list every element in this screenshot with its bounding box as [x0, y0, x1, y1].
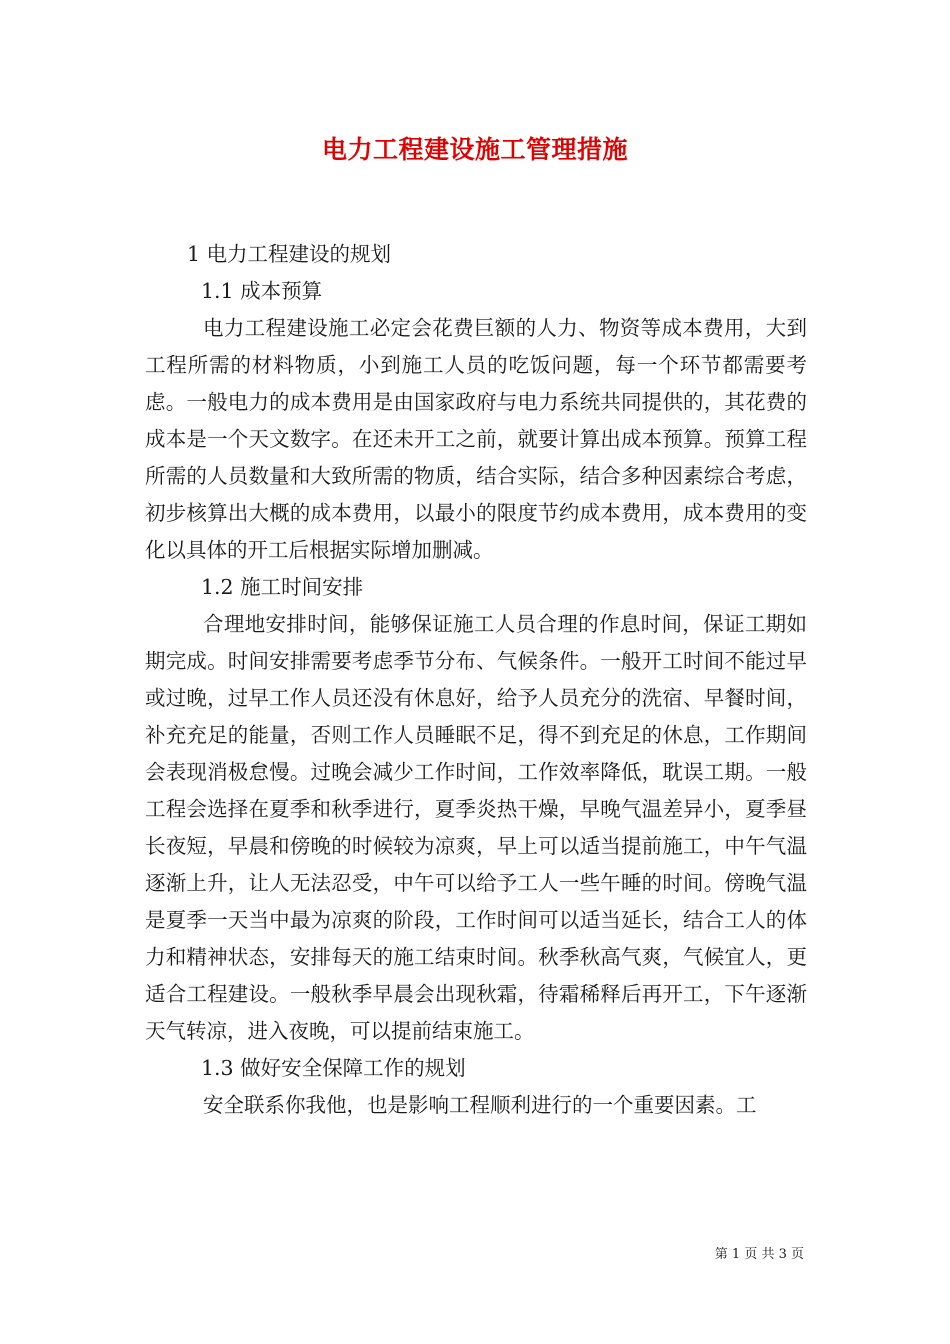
subsection-heading-1-2: 1.2 施工时间安排 — [201, 575, 364, 599]
page-number-footer: 第 1 页 共 3 页 — [714, 1247, 804, 1262]
paragraph-safety: 安全联系你我他，也是影响工程顺利进行的一个重要因素。工 — [203, 1093, 757, 1117]
paragraph-cost-budget: 电力工程建设施工必定会花费巨额的人力、物资等成本费用，大到工程所需的材料物质，小到施工人员的吃饭问题，每一个环节都需要考虑。一般电力的成本费用是由国家政府与电力系统共同提供的，其花费的成本是一个天文数字。在还未开工之前，就要计算出成本预算。预算工程所需的人员数量和大致所需的物质，结合实际，结合多种因素综合考虑，初步核算出大概的成本费用，以最小的限度节约成本费用，成本费用的变化以具体的开工后根据实际增加删减。 — [145, 316, 807, 562]
paragraph-schedule: 合理地安排时间，能够保证施工人员合理的作息时间，保证工期如期完成。时间安排需要考虑季节分布、气候条件。一般开工时间不能过早或过晚，过早工作人员还没有休息好，给予人员充分的洗宿、早餐时间，补充充足的能量，否则工作人员睡眠不足，得不到充足的休息，工作期间会表现消极怠慢。过晚会减少工作时间，工作效率降低，耽误工期。一般工程会选择在夏季和秋季进行，夏季炎热干燥，早晚气温差异小，夏季昼长夜短，早晨和傍晚的时候较为凉爽，早上可以适当提前施工，中午气温逐渐上升，让人无法忍受，中午可以给予工人一些午睡的时间。傍晚气温是夏季一天当中最为凉爽的阶段，工作时间可以适当延长，结合工人的体力和精神状态，安排每天的施工结束时间。秋季秋高气爽，气候宜人，更适合工程建设。一般秋季早晨会出现秋霜，待霜稀释后再开工，下午逐渐天气转凉，进入夜晚，可以提前结束施工。 — [145, 612, 807, 1043]
subsection-heading-1-1: 1.1 成本预算 — [201, 279, 323, 303]
section-heading-1: 1 电力工程建设的规划 — [187, 242, 392, 266]
subsection-heading-1-3: 1.3 做好安全保障工作的规划 — [201, 1056, 466, 1080]
document-title: 电力工程建设施工管理措施 — [321, 135, 628, 164]
document-body — [145, 236, 807, 1124]
